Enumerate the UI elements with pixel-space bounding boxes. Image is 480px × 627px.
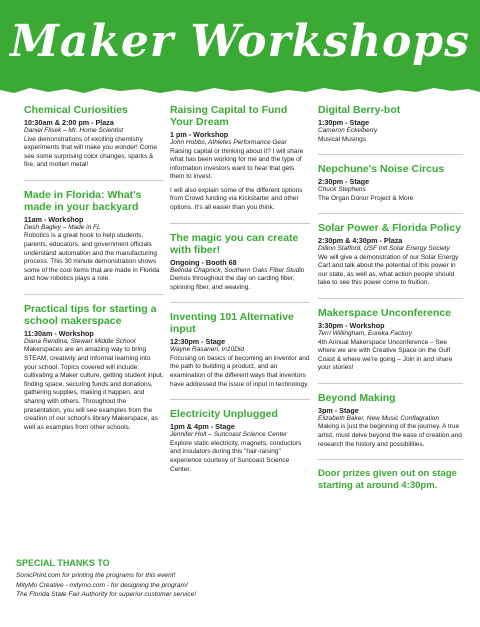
event-title: Nepchune's Noise Circus bbox=[318, 163, 445, 176]
special-thanks bbox=[16, 558, 466, 600]
event-presenter: Belinda Chapnick, Southern Oaks Fiber Studio bbox=[170, 266, 305, 274]
event-title: Beyond Making bbox=[318, 391, 396, 404]
column-left bbox=[24, 104, 164, 442]
event-description: The Organ Donor Project & More bbox=[318, 194, 414, 202]
divider bbox=[170, 302, 310, 303]
event-title: Practical tips for starting a school makerspace bbox=[24, 302, 157, 327]
divider bbox=[170, 223, 310, 224]
event-presenter: John Hobbs, Athletes Performance Gear bbox=[170, 139, 287, 146]
event-title: Chemical Curiosities bbox=[24, 104, 128, 116]
event-chemical-curiosities bbox=[24, 104, 164, 170]
event-description: Musical Musings bbox=[318, 135, 367, 143]
divider bbox=[24, 180, 164, 181]
event-time: 10:30am & 2:00 pm - Plaza bbox=[24, 118, 114, 127]
event-makerspace-unconference bbox=[318, 307, 463, 373]
event-school-makerspace bbox=[24, 303, 164, 432]
torn-edge bbox=[0, 85, 480, 96]
column-right bbox=[318, 104, 463, 491]
event-description: Makerspaces are an amazing way to bring STEAM, creativity and informal learning into your school. Topics covered will include: cultivating a Maker culture, getting student input, finding space, securing funds and donations, gathering supplies, making it happen, and sharing with others. Throughout the presentation, you will see examples from the creation of our school's library Makerspace, as well as examples from other schools. bbox=[24, 346, 164, 431]
event-time: 3pm - Stage bbox=[318, 405, 359, 415]
event-presenter: Daniel Flisek – Mr. Home Scientist bbox=[24, 127, 124, 134]
event-title: Electricity Unplugged bbox=[170, 408, 278, 421]
event-fiber-magic bbox=[170, 232, 310, 293]
event-title: Makerspace Unconference bbox=[318, 307, 452, 320]
event-time: Ongoing - Booth 68 bbox=[170, 257, 237, 267]
event-time: 11:30am - Workshop bbox=[24, 328, 94, 338]
event-time: 2:30pm - Stage bbox=[318, 177, 370, 187]
divider bbox=[318, 298, 463, 299]
special-thanks-title: SPECIAL THANKS TO bbox=[16, 558, 110, 568]
event-digital-berry-bot bbox=[318, 104, 463, 144]
event-made-in-florida bbox=[24, 189, 164, 284]
event-presenter: Jennifer Holt – Suncoast Science Center bbox=[170, 431, 288, 439]
thanks-line-mitymo: MityMo Creative - mitymo.com - for designing the program! bbox=[16, 581, 188, 589]
divider bbox=[318, 383, 463, 384]
event-presenter: Terri Willingham, Eureka Factory bbox=[318, 330, 412, 338]
event-inventing-101 bbox=[170, 311, 310, 389]
event-description: Focusing on basics of becoming an inventor and the path to building a product, and an examination of the different ways that inventors have addressed the issue of input in technology. bbox=[170, 354, 310, 388]
event-title: Inventing 101 Alternative input bbox=[170, 311, 294, 336]
event-raising-capital bbox=[170, 104, 310, 213]
event-description: Demos throughout the day on carding fiber, spinning fiber, and weaving. bbox=[170, 275, 295, 291]
event-presenter: Elizabeth Baker, New Music Conflagration bbox=[318, 414, 440, 422]
divider bbox=[24, 294, 164, 295]
event-time: 11am - Workshop bbox=[24, 214, 84, 224]
event-solar-power bbox=[318, 222, 463, 288]
event-time: 3:30pm - Workshop bbox=[318, 321, 385, 331]
divider bbox=[170, 399, 310, 400]
divider bbox=[318, 154, 463, 155]
event-noise-circus bbox=[318, 163, 463, 203]
door-prizes-note: Door prizes given out on stage starting at around 4:30pm. bbox=[318, 468, 457, 491]
event-title: Raising Capital to Fund Your Dream bbox=[170, 104, 288, 128]
event-beyond-making bbox=[318, 392, 463, 449]
title-banner bbox=[0, 0, 480, 96]
thanks-line-fair-authority: The Florida State Fair Authority for superior customer service! bbox=[16, 591, 197, 598]
divider bbox=[318, 459, 463, 460]
event-time: 1pm & 4pm - Stage bbox=[170, 422, 235, 432]
page-title: Maker Workshops bbox=[10, 16, 470, 67]
event-description: Live demonstrations of exciting chemistry experiments that will make you wonder! Come see some surprising color changes, sparks & fire, and molten metal! bbox=[24, 135, 157, 169]
divider bbox=[318, 213, 463, 214]
event-time: 12:30pm - Stage bbox=[170, 337, 226, 347]
event-title: Digital Berry-bot bbox=[318, 104, 401, 116]
event-presenter: Dillion Stafford, USF Intl Solar Energy Society bbox=[318, 245, 450, 253]
event-title: Made in Florida: What's made in your backyard bbox=[24, 188, 142, 213]
event-title: The magic you can create with fiber! bbox=[170, 231, 299, 256]
event-description: We will give a demonstration of our Solar Energy Cart and talk about the potential of this power in our state, as well as, what action people should take to see this power come to fruition. bbox=[318, 253, 459, 287]
event-presenter: Desh Bagley – Made in FL bbox=[24, 223, 101, 231]
event-description: Explore static electricity, magnets, conductors and insulators during this "hair-raising" experience courtesy of Suncoast Science Center. bbox=[170, 439, 302, 473]
event-time: 1:30pm - Stage bbox=[318, 118, 370, 127]
event-presenter: Cameron Eckelberry bbox=[318, 127, 378, 134]
event-description-continued: I will also explain some of the different options from Crowd funding via Kickstarter and other options. It's all easier than you think. bbox=[170, 186, 303, 212]
event-presenter: Chuck Stephens bbox=[318, 186, 366, 194]
event-description: 4th Annual Makerspace Unconference – See where we are with Creative Space on the Gulf Coast & where we're going – Join in and share your stories! bbox=[318, 338, 453, 372]
event-description: Making is just the beginning of the journey. A true artist, must delve beyond the ease of creation and research the history and possibilities. bbox=[318, 423, 462, 448]
event-description: Robotics is a great hook to help students, parents, educators, and government officials understand automation and the manufacturing process. This 30 minute demonstration shows some of the cool items that are made in Florida and how robotics plays a role. bbox=[24, 232, 160, 283]
event-presenter: Wayne Rasanen, In10Did bbox=[170, 346, 244, 354]
event-title: Solar Power & Florida Policy bbox=[318, 222, 461, 235]
event-time: 2:30pm & 4:30pm - Plaza bbox=[318, 236, 403, 246]
event-presenter: Diana Rendina, Stewart Middle School bbox=[24, 337, 136, 345]
event-description: Raising capital or thinking about it? I will share what has been working for me and the type of information investors want to hear that gets them to invest. bbox=[170, 147, 304, 181]
column-middle bbox=[170, 104, 310, 484]
thanks-line-sonicprint: SonicPrint.com for printing the programs for this event! bbox=[16, 572, 176, 579]
event-electricity-unplugged bbox=[170, 408, 310, 474]
event-time: 1 pm - Workshop bbox=[170, 130, 229, 139]
